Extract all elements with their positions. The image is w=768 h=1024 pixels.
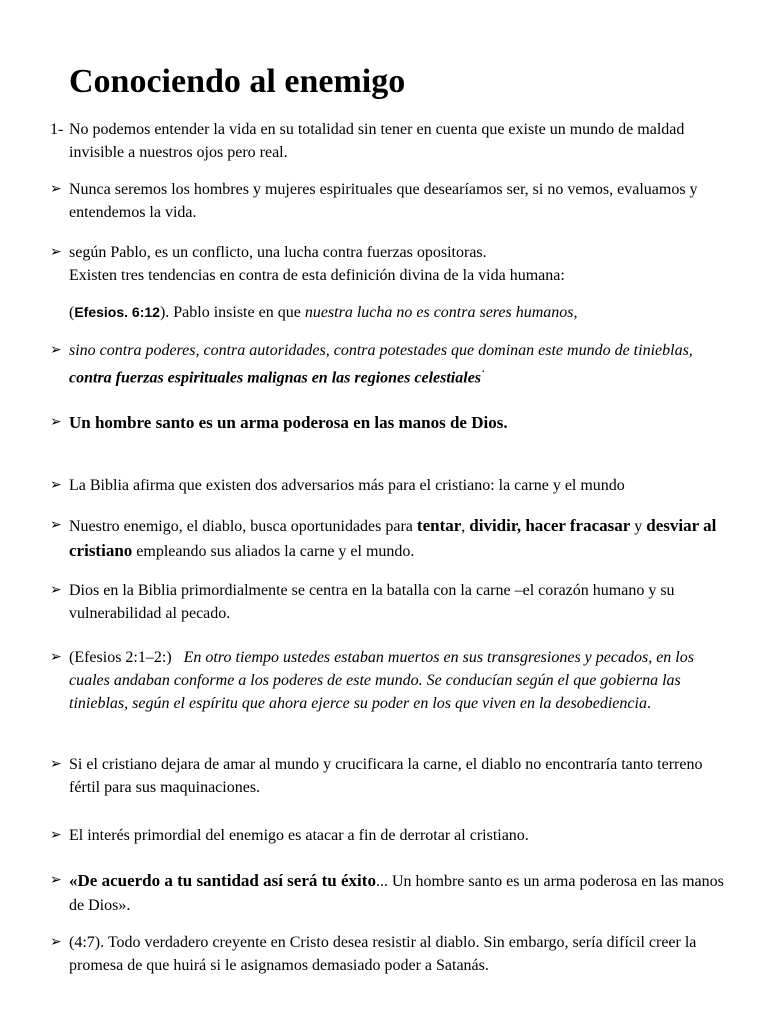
bold-text: Un hombre santo es un arma poderosa en las manos de Dios. [69,413,508,432]
scripture-reference: (Efesios 2:1–2:) [69,649,184,666]
text-segment: , [461,518,470,535]
bullet-item-3 [50,339,730,390]
bullet-line-2: Existen tres tendencias en contra de esta definición divina de la vida humana: [69,267,565,285]
arrow-bullet-icon: ➢ [50,342,62,358]
bullet-text: (4:7). Todo verdadero creyente en Cristo desea resistir al diablo. Sin embargo, sería difícil creer la promesa de que huirá si le asignamos demasiado poder a Satanás. [69,934,697,975]
bullet-item-11 [50,869,730,917]
paren-open: ( [69,304,75,321]
dot-mark: · [481,364,486,380]
bullet-text: Si el cristiano dejara de amar al mundo y crucificara la carne, el diablo no encontraría tanto terreno fértil para sus maquinaciones. [69,756,703,797]
bullet-item-8 [50,646,730,716]
bullet-text [69,339,730,390]
arrow-bullet-icon: ➢ [50,649,62,665]
paragraph-text: ). Pablo insiste en que [159,304,305,321]
bold-text: «De acuerdo a tu santidad así será tu éxito [69,871,376,890]
arrow-bullet-icon: ➢ [50,181,62,197]
bold-text: dividir, hacer fracasar [469,516,631,535]
arrow-bullet-icon: ➢ [50,414,62,430]
text-segment: . [646,695,651,713]
bullet-text [69,241,730,287]
ephesians-6-12-paragraph [69,301,739,324]
bullet-item-10 [50,824,730,847]
bullet-item-6 [50,514,730,563]
bold-text: desviar al cristiano [69,516,717,560]
bullet-item-1 [50,178,730,224]
bullet-text: Dios en la Biblia primordialmente se centra en la batalla con la carne –el corazón humano y su vulnerabilidad al pecado. [69,582,675,623]
italic-quote: En otro tiempo ustedes estaban muertos en sus transgresiones y pecados, en los cuales andaban conforme a los poderes de este mundo. Se conducían según el que gobierna las tinieblas, según el espíritu que ahora ejerce su poder en los que viven en la desobediencia [69,649,694,713]
arrow-bullet-icon: ➢ [50,517,62,533]
numbered-paragraph-1 [50,118,740,165]
bullet-item-2 [50,241,730,287]
text-segment: empleando sus aliados la carne y el mundo. [132,542,415,560]
bullet-item-12 [50,931,730,977]
paragraph-number: 1- [50,121,64,138]
bullet-text [69,646,730,716]
bullet-text: La Biblia afirma que existen dos adversarios más para el cristiano: la carne y el mundo [69,477,625,494]
bullet-text: El interés primordial del enemigo es atacar a fin de derrotar al cristiano. [69,827,529,844]
bullet-text: Nunca seremos los hombres y mujeres espirituales que desearíamos ser, si no vemos, evaluamos y entendemos la vida. [69,181,698,222]
bold-italic-quote: contra fuerzas espirituales malignas en las regiones celestiales [69,369,482,387]
italic-quote: nuestra lucha no es contra seres humanos, [304,304,578,321]
text-segment: ... Un hombre santo es un arma poderosa en las manos de Dios». [69,873,724,914]
bullet-line-1: según Pablo, es un conflicto, una lucha contra fuerzas opositoras. [69,244,487,261]
bullet-item-7 [50,579,730,625]
arrow-bullet-icon: ➢ [50,582,62,598]
text-segment: y [630,518,647,535]
page-title: Conociendo al enemigo [69,63,406,100]
text-segment: Nuestro enemigo, el diablo, busca oportunidades para [69,518,417,535]
arrow-bullet-icon: ➢ [50,827,62,843]
arrow-bullet-icon: ➢ [50,756,62,772]
bullet-text [69,514,730,563]
bold-text: tentar [416,516,462,535]
bullet-text [69,411,730,436]
arrow-bullet-icon: ➢ [50,872,62,888]
bullet-item-4 [50,411,730,436]
bullet-item-9 [50,753,730,799]
italic-quote: sino contra poderes, contra autoridades, contra potestades que dominan este mundo de tinieblas, [69,342,693,359]
arrow-bullet-icon: ➢ [50,934,62,950]
arrow-bullet-icon: ➢ [50,477,62,493]
bullet-item-5 [50,474,730,497]
bullet-text [69,869,730,917]
scripture-reference: Efesios. 6:12 [74,304,160,320]
arrow-bullet-icon: ➢ [50,244,62,260]
paragraph-text: No podemos entender la vida en su totalidad sin tener en cuenta que existe un mundo de maldad invisible a nuestros ojos pero real. [69,121,685,162]
